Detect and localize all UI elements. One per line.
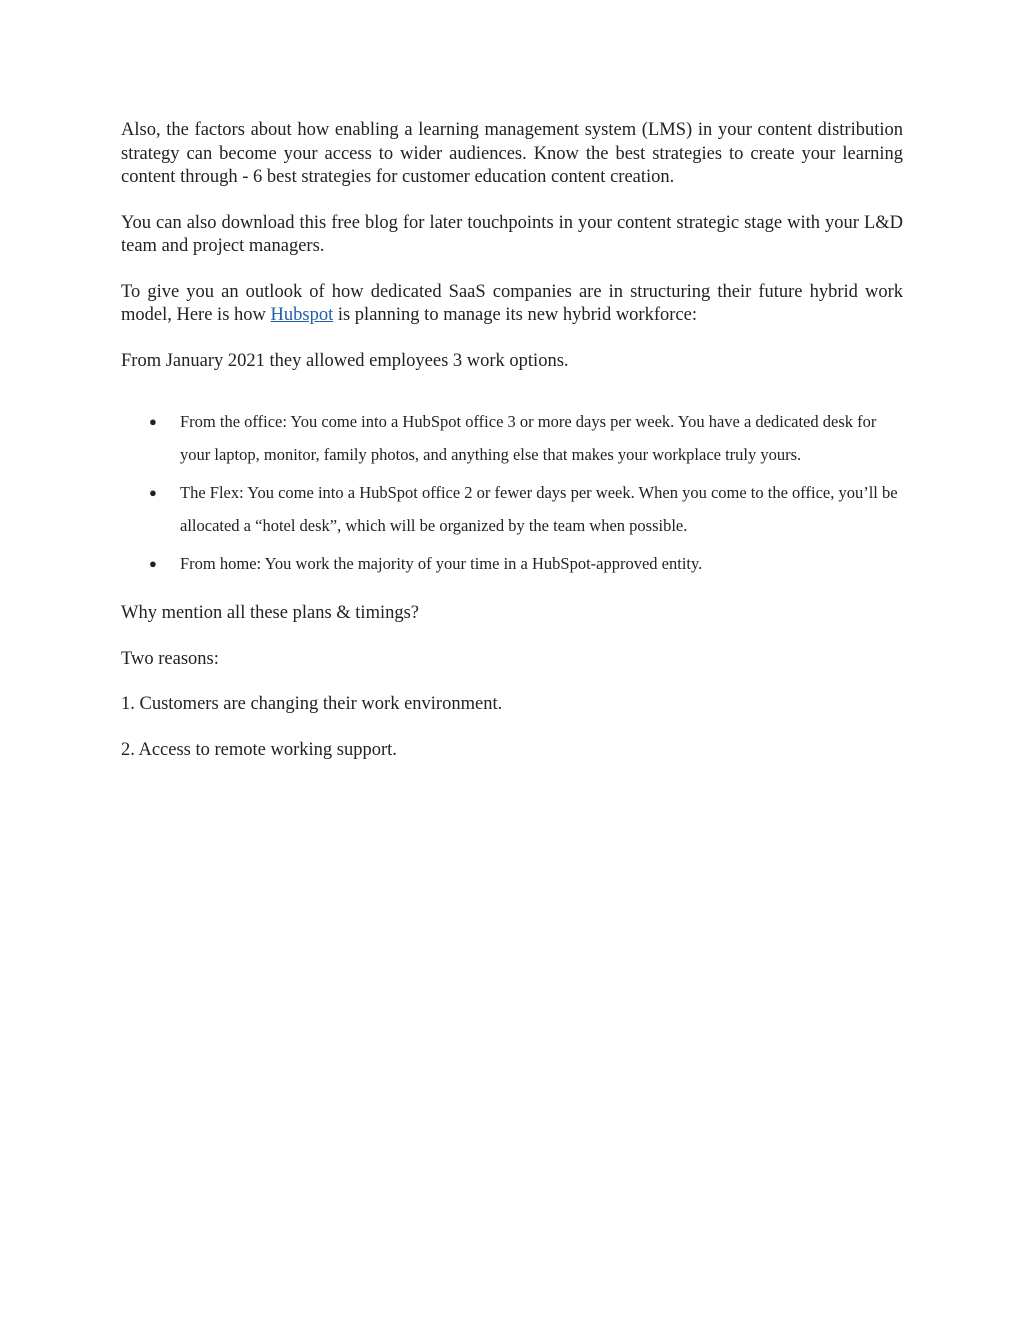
- paragraph-hybrid-outlook: [121, 281, 903, 328]
- paragraph-reason-1: 1. Customers are changing their work environment.: [121, 694, 503, 714]
- bullet-icon: ●: [149, 414, 157, 429]
- work-options-list: [121, 405, 903, 580]
- list-item-from-office: [121, 405, 903, 471]
- list-item-text: The Flex: You come into a HubSpot office 2 or fewer days per week. When you come to the office, you’ll be allocated a “hotel desk”, which will be organized by the team when possible.: [180, 483, 898, 535]
- paragraph-download-blog: You can also download this free blog for later touchpoints in your content strategic stage with your L&D team and project managers.: [121, 212, 903, 256]
- list-item-text: From the office: You come into a HubSpot office 3 or more days per week. You have a dedicated desk for your laptop, monitor, family photos, and anything else that makes your workplace truly yours.: [180, 412, 877, 464]
- paragraph-two-reasons: Two reasons:: [121, 648, 219, 669]
- hybrid-outlook-text-after: is planning to manage its new hybrid workforce:: [333, 305, 697, 325]
- document-page: [121, 119, 903, 784]
- paragraph-why-mention: Why mention all these plans & timings?: [121, 603, 420, 623]
- paragraph-work-options-intro: From January 2021 they allowed employees 3 work options.: [121, 350, 569, 371]
- list-item-text: From home: You work the majority of your time in a HubSpot-approved entity.: [180, 554, 703, 573]
- hubspot-link[interactable]: Hubspot: [270, 305, 334, 325]
- paragraph-lms-strategy: Also, the factors about how enabling a learning management system (LMS) in your content distribution strategy can become your access to wider audiences. Know the best strategies to create your learning content through - 6 best strategies for customer education content creation.: [121, 120, 903, 187]
- bullet-icon: ●: [149, 485, 157, 500]
- bullet-icon: ●: [149, 556, 157, 571]
- list-item-from-home: [121, 547, 903, 580]
- list-item-the-flex: [121, 476, 903, 542]
- hybrid-outlook-text-before: To give you an outlook of how dedicated SaaS companies are in structuring their future hybrid work model, Here is how: [121, 281, 903, 325]
- paragraph-reason-2: 2. Access to remote working support.: [121, 739, 397, 760]
